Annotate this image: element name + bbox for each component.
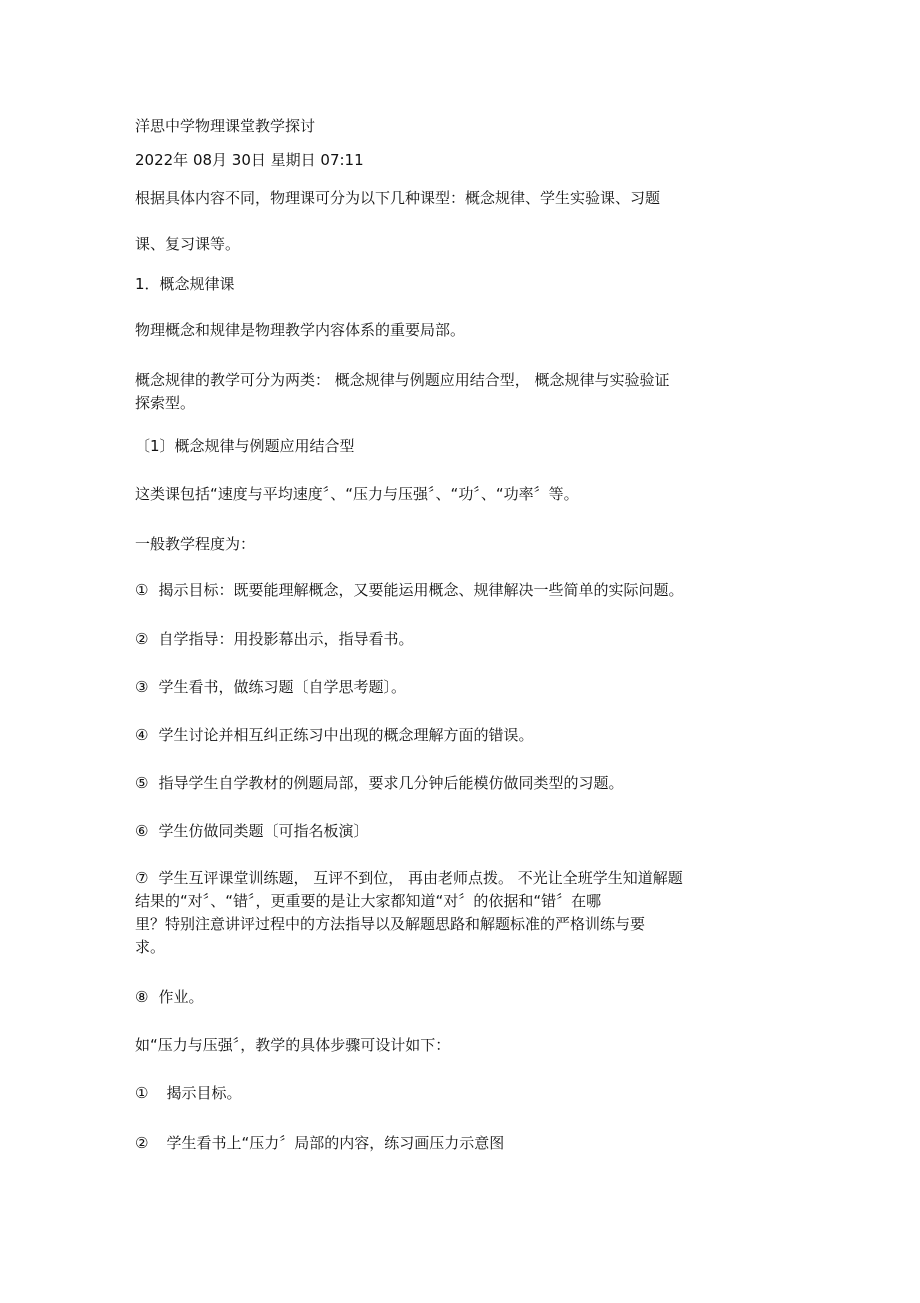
types-line-1: 概念规律的教学可分为两类： 概念规律与例题应用结合型， 概念规律与实验验证 <box>135 371 670 389</box>
step-item <box>135 773 623 793</box>
step-7-line-3: 里？特别注意讲评过程中的方法指导以及解题思路和解题标准的严格训练与要 <box>135 915 646 933</box>
step-number: ⑤ <box>135 774 149 792</box>
document-title: 洋思中学物理课堂教学探讨 <box>135 117 316 135</box>
concept-paragraph: 物理概念和规律是物理教学内容体系的重要局部。 <box>135 321 466 339</box>
subsection-heading: 〔1〕概念规律与例题应用结合型 <box>135 437 355 455</box>
step-text: 揭示目标。 <box>166 1084 242 1102</box>
step-text: 指导学生自学教材的例题局部，要求几分钟后能模仿做同类型的习题。 <box>158 774 624 792</box>
step-text: 学生看书上“压力〞局部的内容，练习画压力示意图 <box>166 1134 505 1152</box>
intro-line-2: 课、复习课等。 <box>135 235 241 253</box>
step-number: ④ <box>135 726 149 744</box>
types-paragraph <box>135 369 755 415</box>
procedure-paragraph: 一般教学程度为： <box>135 535 256 553</box>
step-item <box>135 821 368 841</box>
intro-paragraph <box>135 175 755 267</box>
step-text: 自学指导：用投影幕出示，指导看书。 <box>158 630 414 648</box>
example-paragraph: 如“压力与压强〞，教学的具体步骤可设计如下： <box>135 1036 451 1054</box>
step-text: 学生仿做同类题〔可指名板演〕 <box>158 822 369 840</box>
types-line-2: 探索型。 <box>135 394 196 412</box>
step-number: ② <box>135 630 149 648</box>
step-text: 揭示目标：既要能理解概念，又要能运用概念、规律解决一些简单的实际问题。 <box>158 581 684 599</box>
step-item <box>135 677 406 697</box>
step-7-line-4: 求。 <box>135 938 166 956</box>
step-number: ⑧ <box>135 988 149 1006</box>
step-number: ① <box>135 581 149 599</box>
step-7-line-2: 结果的“对〞、“错〞，更重要的是让大家都知道“对〞的依据和“错〞在哪 <box>135 892 602 910</box>
step-7-paragraph <box>135 867 755 959</box>
step-number: ⑥ <box>135 822 149 840</box>
intro-line-1: 根据具体内容不同，物理课可分为以下几种课型：概念规律、学生实验课、习题 <box>135 189 661 207</box>
step-number: ⑦ <box>135 869 149 887</box>
step-item <box>135 725 533 745</box>
step-item <box>135 580 683 600</box>
step-item <box>135 629 413 649</box>
step-item <box>135 987 203 1007</box>
step-number: ② <box>135 1134 149 1152</box>
step-text: 学生看书，做练习题〔自学思考题〕。 <box>158 678 406 696</box>
step-7-line-1: ⑦ 学生互评课堂训练题， 互评不到位， 再由老师点拨。 不光让全班学生知道解题 <box>135 867 755 890</box>
document-datetime: 2022年 08月 30日 星期日 07:11 <box>135 151 364 169</box>
example-step-item <box>135 1083 241 1103</box>
step-number: ③ <box>135 678 149 696</box>
step-text: 学生讨论并相互纠正练习中出现的概念理解方面的错误。 <box>158 726 534 744</box>
step-text: 作业。 <box>158 988 204 1006</box>
example-step-item <box>135 1133 504 1153</box>
step-number: ① <box>135 1084 149 1102</box>
section-heading: 1．概念规律课 <box>135 275 235 293</box>
includes-paragraph: 这类课包括“速度与平均速度〞、“压力与压强〞、“功〞、“功率〞等。 <box>135 485 579 503</box>
